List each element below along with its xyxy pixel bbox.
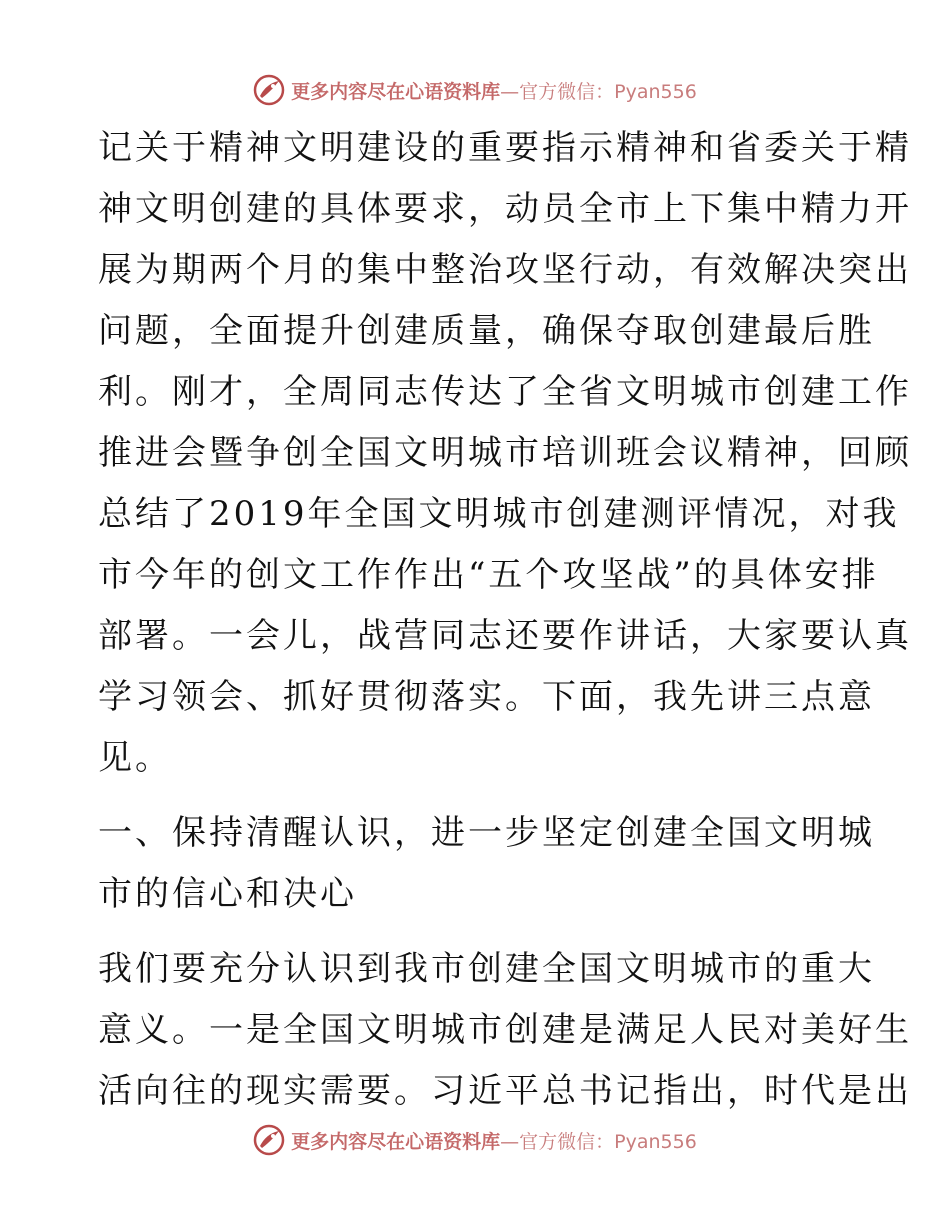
heading-line: 市的信心和决心 (98, 874, 357, 914)
pen-logo-icon (253, 1124, 285, 1156)
text-line: 问题，全面提升创建质量，确保夺取创建最后胜 (98, 311, 875, 351)
text-line: 记关于精神文明建设的重要指示精神和省委关于精 (98, 128, 912, 168)
text-line: 展为期两个月的集中整治攻坚行动，有效解决突出 (98, 250, 912, 290)
paragraph-gap (98, 925, 858, 939)
text-line: 推进会暨争创全国文明城市培训班会议精神，回顾 (98, 433, 912, 473)
text-line: 活向往的现实需要。习近平总书记指出，时代是出 (98, 1071, 912, 1111)
pen-logo-icon (253, 74, 285, 106)
watermark-text: 更多内容尽在心语资料库—官方微信：Pyan556 (291, 80, 697, 103)
section-heading (98, 803, 875, 925)
paragraph (98, 118, 912, 789)
paragraph-gap (98, 789, 858, 803)
document-body (98, 118, 912, 1122)
watermark-text: 更多内容尽在心语资料库—官方微信：Pyan556 (291, 1130, 697, 1153)
text-line: 部署。一会儿，战营同志还要作讲话，大家要认真 (98, 616, 912, 656)
header-watermark (0, 70, 950, 110)
text-line: 我们要充分认识到我市创建全国文明城市的重大 (98, 949, 875, 989)
text-line: 学习领会、抓好贯彻落实。下面，我先讲三点意 (98, 677, 875, 717)
paragraph (98, 939, 912, 1122)
text-line: 神文明创建的具体要求，动员全市上下集中精力开 (98, 189, 912, 229)
heading-line: 一、保持清醒认识，进一步坚定创建全国文明城 (98, 813, 875, 853)
text-line: 意义。一是全国文明城市创建是满足人民对美好生 (98, 1010, 912, 1050)
text-line: 市今年的创文工作作出“五个攻坚战”的具体安排 (98, 555, 879, 595)
footer-watermark (0, 1120, 950, 1160)
text-line: 总结了2019年全国文明城市创建测评情况，对我 (98, 494, 900, 534)
text-line: 利。刚才，全周同志传达了全省文明城市创建工作 (98, 372, 912, 412)
text-line: 见。 (98, 738, 172, 778)
